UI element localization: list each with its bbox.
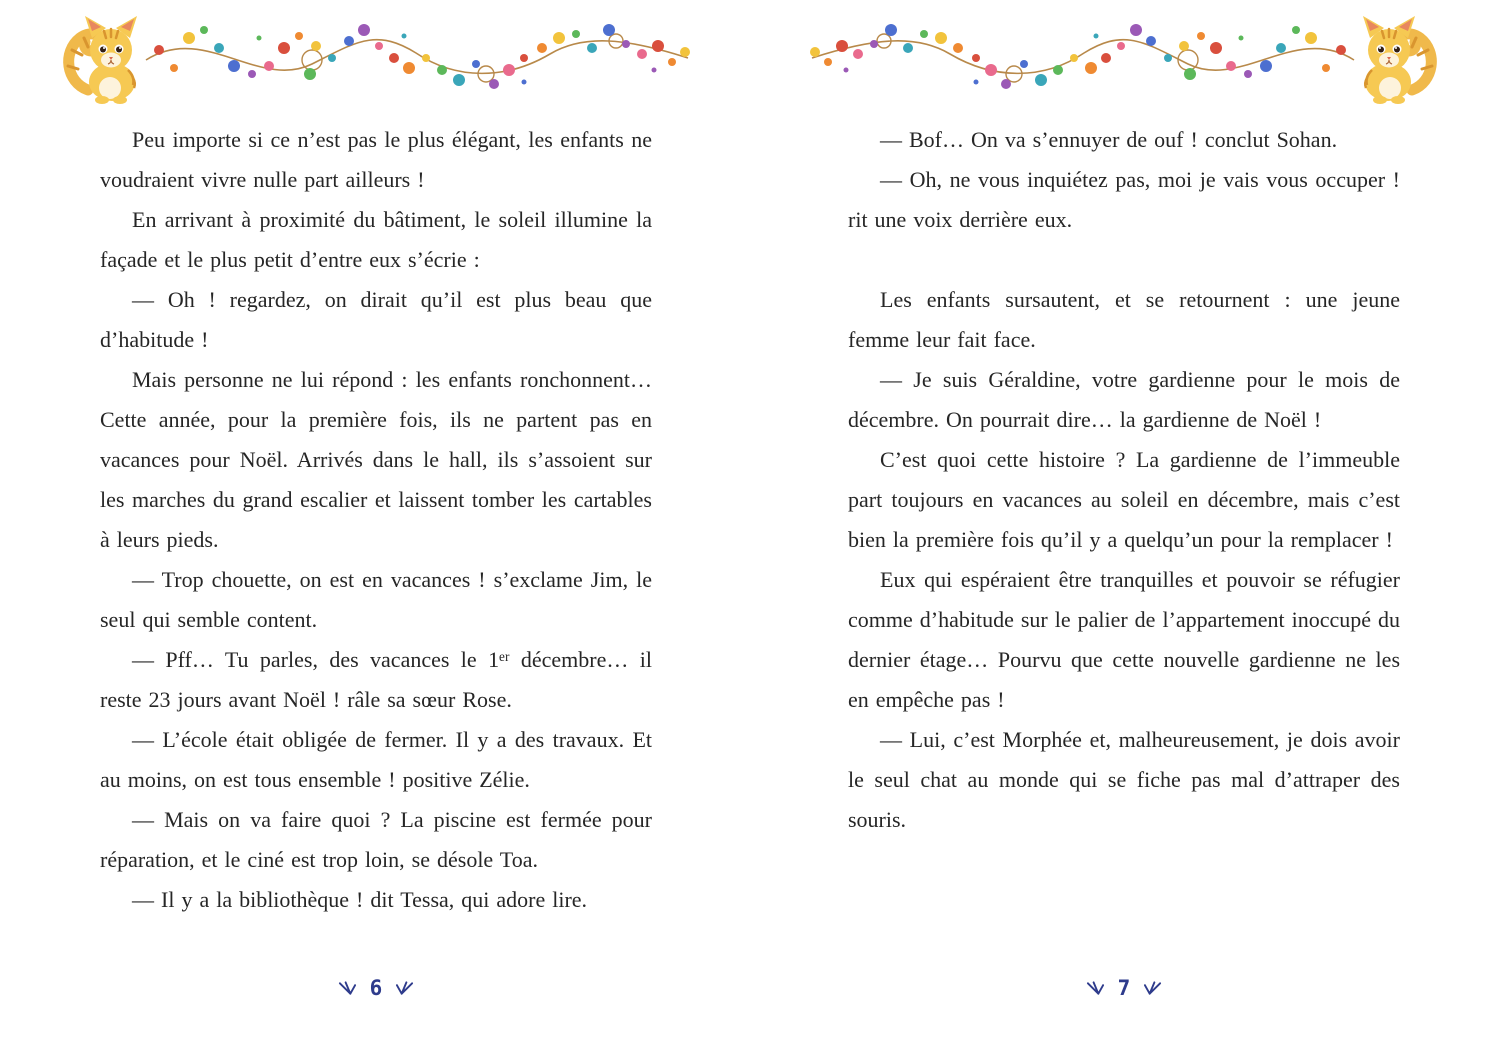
garland-svg-left bbox=[54, 8, 698, 108]
garland-decoration-left bbox=[54, 8, 698, 108]
paragraph: — Bof… On va s’ennuyer de ouf ! conclut Sohan. bbox=[880, 127, 1338, 152]
paragraph: — Oh ! regardez, on dirait qu’il est plus beau que d’habitude ! bbox=[100, 287, 652, 352]
paragraph: Peu importe si ce n’est pas le plus élégant, les enfants ne voudraient vivre nulle part ailleurs ! bbox=[100, 127, 652, 192]
paragraph: — Mais on va faire quoi ? La piscine est fermée pour réparation, et le ciné est trop loin, se désole Toa. bbox=[100, 807, 652, 872]
tuft-icon bbox=[1086, 981, 1105, 996]
tuft-icon bbox=[395, 981, 414, 996]
garland-decoration-right bbox=[802, 8, 1446, 108]
paragraph: — Oh, ne vous inquiétez pas, moi je vais vous occuper ! rit une voix derrière eux. bbox=[848, 167, 1400, 232]
page-left-footer bbox=[100, 976, 652, 1000]
page-right bbox=[848, 0, 1400, 1050]
page-left bbox=[100, 0, 652, 1050]
paragraph: Eux qui espéraient être tranquilles et pouvoir se réfugier comme d’habitude sur le palier de l’appartement inoccupé du dernier étage… Pourvu que cette nouvelle gardienne ne les en empêche pas ! bbox=[848, 567, 1401, 712]
paragraph: — Trop chouette, on est en vacances ! s’exclame Jim, le seul qui semble content. bbox=[100, 567, 652, 632]
tuft-icon bbox=[338, 981, 357, 996]
paragraph: — Pff… Tu parles, des vacances le 1ᵉʳ décembre… il reste 23 jours avant Noël ! râle sa sœur Rose. bbox=[100, 647, 652, 712]
page-right-footer bbox=[848, 976, 1400, 1000]
paragraph: Mais personne ne lui répond : les enfants ronchonnent… Cette année, pour la première fois, ils ne partent pas en vacances pour Noël. Arrivés dans le hall, ils s’assoient sur les marches du grand escalier et laissent tomber les cartables à leurs pieds. bbox=[100, 367, 652, 552]
paragraph: En arrivant à proximité du bâtiment, le soleil illumine la façade et le plus petit d’entre eux s’écrie : bbox=[100, 207, 652, 272]
paragraph: — Lui, c’est Morphée et, malheureusement, je dois avoir le seul chat au monde qui se fiche pas mal d’attraper des souris. bbox=[848, 727, 1400, 832]
garland-svg-right bbox=[802, 8, 1446, 108]
page-number: 6 bbox=[369, 976, 383, 1000]
tuft-icon bbox=[1143, 981, 1162, 996]
page-number: 7 bbox=[1117, 976, 1131, 1000]
page-right-text bbox=[848, 120, 1400, 840]
paragraph: C’est quoi cette histoire ? La gardienne de l’immeuble part toujours en vacances au soleil en décembre, mais c’est bien la première fois qu’il y a quelqu’un pour la remplacer ! bbox=[848, 447, 1400, 552]
paragraph: — Il y a la bibliothèque ! dit Tessa, qui adore lire. bbox=[132, 887, 588, 912]
paragraph: Les enfants sursautent, et se retournent : une jeune femme leur fait face. bbox=[848, 287, 1400, 352]
paragraph-gap bbox=[848, 240, 1400, 280]
paragraph: — Je suis Géraldine, votre gardienne pour le mois de décembre. On pourrait dire… la gardienne de Noël ! bbox=[848, 367, 1400, 432]
paragraph: — L’école était obligée de fermer. Il y a des travaux. Et au moins, on est tous ensemble ! positive Zélie. bbox=[100, 727, 652, 792]
page-left-text bbox=[100, 120, 652, 920]
